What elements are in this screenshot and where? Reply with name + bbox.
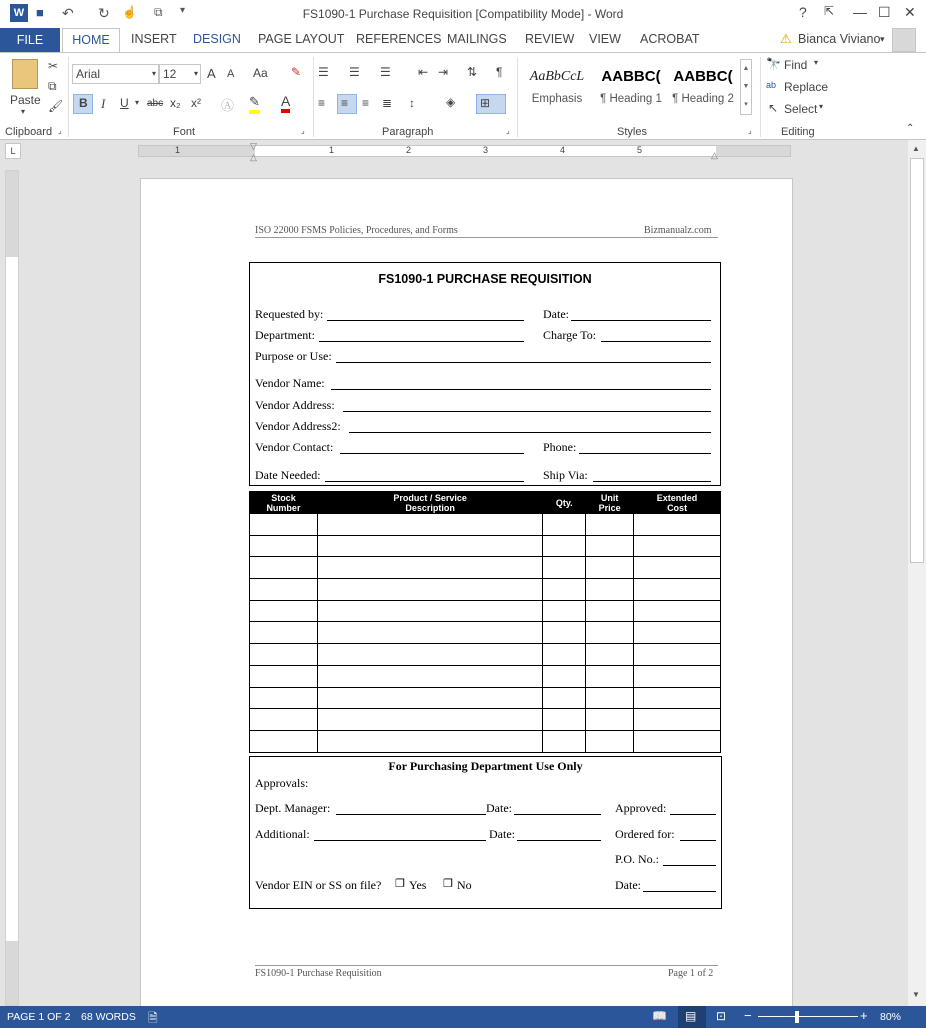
vendor-name-label: Vendor Name:: [255, 376, 325, 390]
bold-button[interactable]: B: [79, 96, 88, 110]
table-cell[interactable]: [586, 622, 634, 644]
header-left: ISO 22000 FSMS Policies, Procedures, and Forms: [255, 225, 458, 236]
no-checkbox[interactable]: ❐: [443, 878, 453, 890]
style-heading-2[interactable]: AABBC( ¶ Heading 2: [672, 68, 734, 105]
close-button[interactable]: ✕: [904, 4, 916, 20]
strikethrough-button[interactable]: abc: [147, 98, 164, 109]
form-title: FS1090-1 PURCHASE REQUISITION: [378, 272, 592, 286]
table-row: [250, 709, 721, 731]
purchasing-title: For Purchasing Department Use Only: [388, 759, 583, 773]
document-page[interactable]: [140, 178, 793, 1028]
header-right: Bizmanualz.com: [644, 225, 712, 236]
right-indent-icon[interactable]: △: [711, 150, 718, 160]
replace-icon[interactable]: ab: [766, 80, 777, 90]
ordered-for-field[interactable]: [680, 840, 716, 841]
table-row: [250, 730, 721, 752]
table-cell[interactable]: [250, 665, 318, 687]
vendor-address-label: Vendor Address:: [255, 398, 335, 412]
font-color-icon[interactable]: A: [281, 93, 290, 113]
table-row: [250, 514, 721, 536]
warning-icon: ⚠: [780, 31, 792, 46]
ruler-mark: 5: [637, 145, 643, 155]
vendor-address2-field[interactable]: [349, 432, 711, 433]
ruler-mark: 3: [483, 145, 489, 155]
increase-indent-icon[interactable]: ⇥: [438, 65, 449, 79]
department-label: Department:: [255, 328, 315, 342]
charge-to-field[interactable]: [601, 341, 711, 342]
table-cell[interactable]: [317, 709, 542, 731]
dept-manager-field[interactable]: [336, 814, 486, 815]
table-cell[interactable]: [543, 687, 586, 709]
tab-references[interactable]: REFERENCES: [356, 32, 442, 46]
table-row: [250, 665, 721, 687]
table-cell[interactable]: [317, 730, 542, 752]
minimize-button[interactable]: —: [853, 4, 867, 20]
table-cell[interactable]: [586, 730, 634, 752]
table-row: [250, 579, 721, 601]
footer-left: FS1090-1 Purchase Requisition: [255, 968, 382, 979]
replace-button[interactable]: Replace: [784, 80, 829, 94]
select-chevron-icon[interactable]: ▾: [819, 102, 824, 111]
status-bar: [0, 1006, 926, 1028]
table-cell[interactable]: [586, 579, 634, 601]
table-header-row: [250, 492, 721, 514]
dept-manager-label: Dept. Manager:: [255, 801, 331, 815]
table-cell[interactable]: [250, 600, 318, 622]
ruler-mark: 2: [406, 145, 412, 155]
table-cell[interactable]: [543, 514, 586, 536]
more-icon[interactable]: ▾: [180, 5, 186, 16]
styles-scroll[interactable]: ▲ ▼ ▾: [740, 59, 752, 115]
tab-insert[interactable]: INSERT: [131, 32, 177, 46]
underline-chevron-icon[interactable]: ▾: [135, 98, 140, 107]
italic-button[interactable]: I: [101, 96, 106, 111]
table-cell[interactable]: [634, 514, 721, 536]
paste-icon[interactable]: [12, 59, 38, 89]
print-layout-icon[interactable]: ▤: [685, 1009, 697, 1023]
table-cell[interactable]: [543, 730, 586, 752]
table-cell[interactable]: [634, 557, 721, 579]
table-header-cell: Unit Price: [586, 492, 634, 514]
table-cell[interactable]: [586, 514, 634, 536]
table-cell[interactable]: [250, 514, 318, 536]
multilevel-list-icon[interactable]: ☰: [380, 65, 391, 79]
table-body: [250, 514, 721, 753]
date-needed-label: Date Needed:: [255, 468, 321, 482]
sort-icon[interactable]: ⇅: [467, 65, 478, 79]
table-cell[interactable]: [586, 557, 634, 579]
ruler-mark: 1: [329, 145, 335, 155]
table-cell[interactable]: [634, 687, 721, 709]
table-cell[interactable]: [543, 579, 586, 601]
table-cell[interactable]: [634, 600, 721, 622]
horizontal-ruler[interactable]: [138, 145, 791, 157]
scroll-thumb[interactable]: [910, 158, 924, 563]
avatar[interactable]: [892, 28, 916, 52]
date2-label: Date:: [489, 827, 515, 841]
help-button[interactable]: ?: [799, 4, 807, 20]
numbering-icon[interactable]: ☰: [349, 65, 360, 79]
user-name[interactable]: Bianca Viviano: [798, 32, 881, 46]
date2-field[interactable]: [517, 840, 601, 841]
window-title: FS1090-1 Purchase Requisition [Compatibility Mode] - Word: [302, 7, 624, 21]
subscript-button[interactable]: x₂: [170, 96, 181, 110]
date1-field[interactable]: [514, 814, 601, 815]
styles-launcher-icon[interactable]: ⌟: [748, 126, 752, 135]
date-field[interactable]: [571, 320, 711, 321]
table-cell[interactable]: [250, 579, 318, 601]
table-cell[interactable]: [543, 600, 586, 622]
find-chevron-icon[interactable]: ▾: [814, 58, 819, 67]
ribbon-display-icon[interactable]: ⇱: [824, 4, 835, 18]
scroll-up-icon[interactable]: ▲: [912, 144, 920, 153]
show-formatting-button[interactable]: ¶: [496, 65, 503, 79]
align-right-icon[interactable]: ≡: [362, 96, 370, 110]
footer-right: Page 1 of 2: [668, 968, 714, 979]
additional-label: Additional:: [255, 827, 310, 841]
ship-via-label: Ship Via:: [543, 468, 588, 482]
first-line-indent-icon[interactable]: ▽: [250, 141, 257, 151]
table-cell[interactable]: [586, 600, 634, 622]
department-field[interactable]: [319, 341, 524, 342]
date3-label: Date:: [615, 878, 641, 892]
style-emphasis[interactable]: AaBbCcL Emphasis: [529, 69, 585, 105]
table-cell[interactable]: [317, 665, 542, 687]
paste-chevron-icon[interactable]: ▾: [21, 107, 26, 116]
table-cell[interactable]: [586, 665, 634, 687]
shading-icon[interactable]: ◈: [446, 95, 456, 109]
web-layout-icon[interactable]: ⊡: [716, 1009, 727, 1023]
table-cell[interactable]: [543, 535, 586, 557]
clipboard-launcher-icon[interactable]: ⌟: [58, 126, 62, 135]
paragraph-group-label: Paragraph: [382, 126, 434, 138]
table-cell[interactable]: [634, 709, 721, 731]
table-cell[interactable]: [317, 557, 542, 579]
ruler-row: [0, 140, 926, 162]
table-cell[interactable]: [586, 644, 634, 666]
tab-review[interactable]: REVIEW: [525, 32, 575, 46]
purpose-label: Purpose or Use:: [255, 349, 332, 363]
hanging-indent-icon[interactable]: △: [250, 152, 257, 162]
table-cell[interactable]: [317, 579, 542, 601]
po-no-label: P.O. No.:: [615, 852, 660, 866]
styles-group-label: Styles: [617, 126, 647, 138]
table-cell[interactable]: [634, 622, 721, 644]
format-painter-icon[interactable]: 🖌: [48, 99, 64, 113]
table-row: [250, 557, 721, 579]
table-row: [250, 600, 721, 622]
change-case-button[interactable]: Aa: [253, 66, 268, 80]
table-cell[interactable]: [250, 709, 318, 731]
tab-mailings[interactable]: MAILINGS: [447, 32, 507, 46]
superscript-button[interactable]: x²: [191, 96, 201, 110]
ribbon-tabs: [0, 28, 926, 52]
additional-field[interactable]: [314, 840, 486, 841]
ruler-mark: 1: [175, 145, 181, 155]
table-cell[interactable]: [634, 730, 721, 752]
table-cell[interactable]: [634, 579, 721, 601]
table-cell[interactable]: [250, 557, 318, 579]
table-cell[interactable]: [317, 622, 542, 644]
table-cell[interactable]: [250, 622, 318, 644]
vendor-ein-label: Vendor EIN or SS on file?: [255, 878, 382, 892]
vendor-name-field[interactable]: [331, 389, 711, 390]
requested-by-field[interactable]: [327, 320, 524, 321]
copy-icon[interactable]: ⧉: [48, 79, 57, 93]
po-no-field[interactable]: [663, 865, 716, 866]
undo-icon[interactable]: ↶: [62, 5, 74, 21]
save-icon[interactable]: ■: [36, 5, 44, 20]
table-cell[interactable]: [586, 687, 634, 709]
font-group-label: Font: [173, 126, 196, 138]
table-cell[interactable]: [543, 557, 586, 579]
table-cell[interactable]: [634, 644, 721, 666]
table-cell[interactable]: [634, 665, 721, 687]
no-label: No: [457, 878, 472, 892]
table-row: [250, 535, 721, 557]
yes-checkbox[interactable]: ❐: [395, 878, 405, 890]
vendor-address-field[interactable]: [343, 411, 711, 412]
tab-home[interactable]: HOME: [62, 28, 120, 54]
phone-label: Phone:: [543, 440, 577, 454]
table-cell[interactable]: [250, 644, 318, 666]
table-cell[interactable]: [543, 709, 586, 731]
table-header-cell: Stock Number: [250, 492, 318, 514]
items-table: [249, 491, 721, 753]
date3-field[interactable]: [643, 891, 716, 892]
approved-label: Approved:: [615, 801, 667, 815]
vendor-contact-label: Vendor Contact:: [255, 440, 334, 454]
page-count[interactable]: PAGE 1 OF 2: [7, 1011, 71, 1023]
paste-button[interactable]: Paste: [10, 93, 41, 107]
align-center-icon[interactable]: ≡: [341, 96, 349, 110]
table-header-cell: Product / Service Description: [317, 492, 542, 514]
table-cell[interactable]: [543, 622, 586, 644]
table-cell[interactable]: [250, 730, 318, 752]
font-launcher-icon[interactable]: ⌟: [301, 126, 305, 135]
approvals-label: Approvals:: [255, 776, 309, 790]
editing-group-label: Editing: [781, 126, 815, 138]
redo-icon[interactable]: ↻: [98, 5, 110, 21]
collapse-ribbon-icon[interactable]: ⌃: [906, 123, 915, 134]
read-mode-icon[interactable]: 📖: [652, 1009, 667, 1023]
tab-file[interactable]: FILE: [0, 28, 60, 52]
select-cursor-icon[interactable]: ↖: [768, 101, 779, 115]
line-spacing-icon[interactable]: ↕: [409, 96, 415, 110]
zoom-slider-track[interactable]: [758, 1016, 858, 1017]
clipboard-group-label: Clipboard: [5, 126, 53, 138]
table-row: [250, 644, 721, 666]
table-cell[interactable]: [586, 535, 634, 557]
table-cell[interactable]: [543, 665, 586, 687]
ruler-mark: 4: [560, 145, 566, 155]
title-bar: [0, 0, 926, 28]
font-name-select[interactable]: Arial ▾: [72, 64, 159, 84]
table-cell[interactable]: [634, 535, 721, 557]
shrink-font-button[interactable]: A: [227, 68, 235, 80]
bullets-icon[interactable]: ☰: [318, 65, 329, 79]
vendor-address2-label: Vendor Address2:: [255, 419, 341, 433]
find-button[interactable]: Find: [784, 58, 808, 72]
proofing-icon[interactable]: 🗎: [148, 1011, 158, 1025]
ordered-for-label: Ordered for:: [615, 827, 675, 841]
tab-design[interactable]: DESIGN: [193, 32, 241, 46]
phone-field[interactable]: [579, 453, 711, 454]
table-cell[interactable]: [317, 600, 542, 622]
tab-acrobat[interactable]: ACROBAT: [640, 32, 700, 46]
table-header-cell: Extended Cost: [634, 492, 721, 514]
borders-icon[interactable]: ⊞: [480, 96, 491, 110]
table-cell[interactable]: [250, 535, 318, 557]
customize-toolbar-icon[interactable]: ⧉: [154, 5, 163, 19]
table-cell[interactable]: [317, 535, 542, 557]
table-cell[interactable]: [317, 687, 542, 709]
select-button[interactable]: Select: [784, 102, 818, 116]
tab-selector-icon[interactable]: L: [5, 143, 21, 159]
find-icon[interactable]: 🔭: [766, 57, 781, 71]
ship-via-field[interactable]: [593, 481, 711, 482]
cut-icon[interactable]: ✂: [48, 59, 59, 73]
yes-label: Yes: [409, 878, 427, 892]
table-cell[interactable]: [250, 687, 318, 709]
table-header-cell: Qty.: [543, 492, 586, 514]
date-label: Date:: [543, 307, 569, 321]
style-heading-1[interactable]: AABBC( ¶ Heading 1: [600, 68, 662, 105]
clear-formatting-icon[interactable]: ✎: [291, 65, 302, 79]
table-row: [250, 687, 721, 709]
vendor-contact-field[interactable]: [340, 453, 524, 454]
justify-icon[interactable]: ≣: [382, 96, 393, 110]
align-left-icon[interactable]: ≡: [318, 96, 326, 110]
decrease-indent-icon[interactable]: ⇤: [418, 65, 429, 79]
zoom-level[interactable]: 80%: [880, 1011, 902, 1023]
purpose-field[interactable]: [336, 362, 711, 363]
scroll-down-icon[interactable]: ▼: [912, 990, 920, 999]
zoom-out-button[interactable]: −: [744, 1008, 752, 1023]
touch-mode-icon[interactable]: ☝: [122, 5, 137, 19]
date1-label: Date:: [486, 801, 512, 815]
requested-by-label: Requested by:: [255, 307, 324, 321]
vertical-scrollbar[interactable]: [908, 140, 926, 1006]
table-cell[interactable]: [543, 644, 586, 666]
table-cell[interactable]: [586, 709, 634, 731]
grow-font-button[interactable]: A: [207, 66, 216, 81]
date-needed-field[interactable]: [325, 481, 524, 482]
highlight-icon[interactable]: ✎: [249, 94, 260, 114]
tab-view[interactable]: VIEW: [589, 32, 621, 46]
table-row: [250, 622, 721, 644]
font-size-select[interactable]: 12 ▾: [159, 64, 201, 84]
approved-field[interactable]: [670, 814, 716, 815]
tab-page-layout[interactable]: PAGE LAYOUT: [258, 32, 345, 46]
charge-to-label: Charge To:: [543, 328, 597, 342]
word-app-icon[interactable]: W: [10, 4, 28, 22]
vertical-ruler[interactable]: [5, 170, 19, 1006]
zoom-in-button[interactable]: +: [860, 1008, 868, 1023]
user-menu-chevron-icon[interactable]: ▾: [880, 34, 885, 44]
zoom-slider-thumb[interactable]: [795, 1011, 799, 1023]
maximize-button[interactable]: ☐: [878, 4, 891, 20]
word-count[interactable]: 68 WORDS: [81, 1011, 136, 1023]
paragraph-launcher-icon[interactable]: ⌟: [506, 126, 510, 135]
table-cell[interactable]: [317, 644, 542, 666]
text-effects-icon[interactable]: Ⓐ: [221, 98, 235, 113]
underline-button[interactable]: U: [120, 96, 129, 110]
table-cell[interactable]: [317, 514, 542, 536]
ribbon: [0, 52, 926, 140]
